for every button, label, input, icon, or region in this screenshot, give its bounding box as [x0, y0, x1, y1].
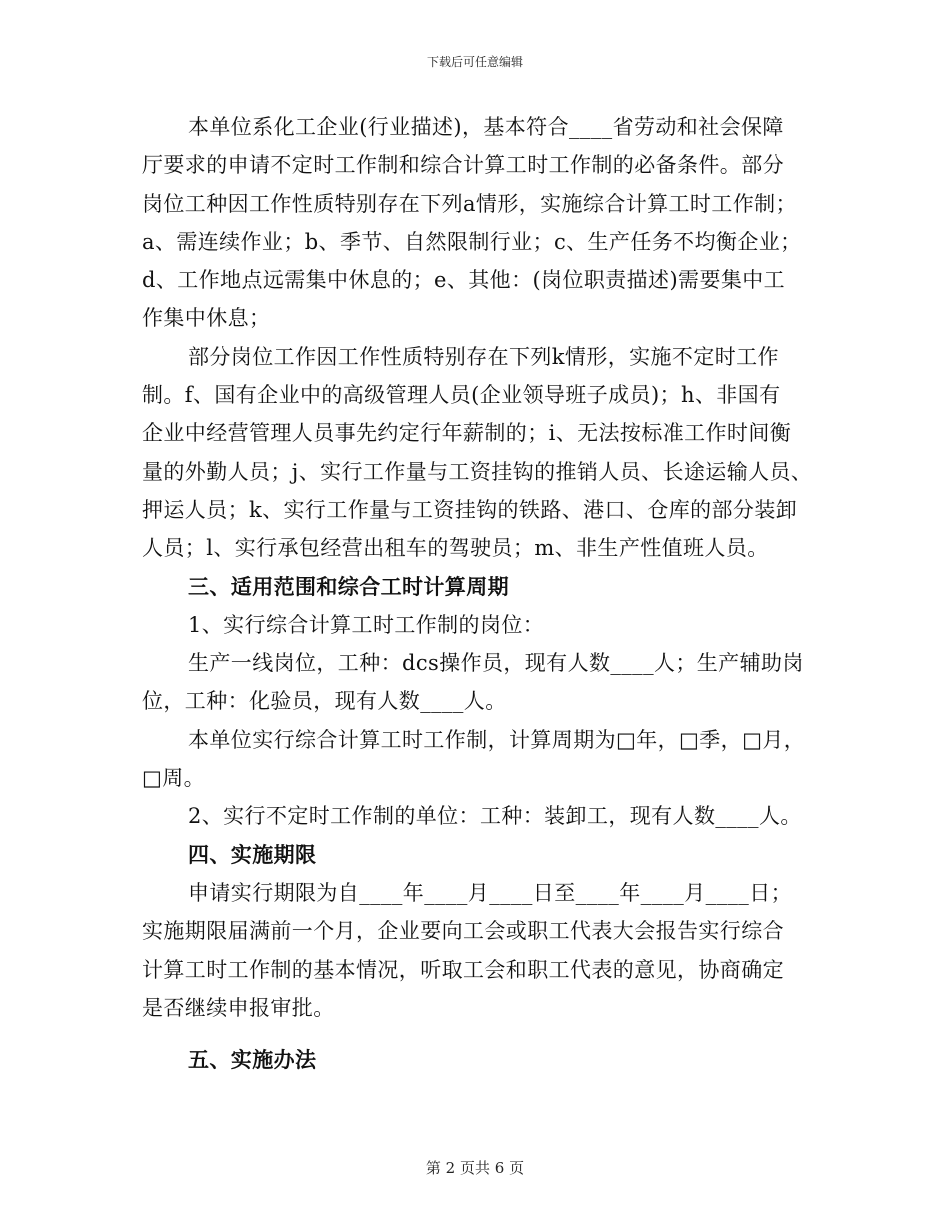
paragraph-line: 计算工时工作制的基本情况，听取工会和职工代表的意见，协商确定 [142, 957, 784, 982]
paragraph-line: 作集中休息； [142, 306, 271, 331]
paragraph-line: 量的外勤人员；j、实行工作量与工资挂钩的推销人员、长途运输人员、 [142, 459, 813, 484]
paragraph-line: 人员；l、实行承包经营出租车的驾驶员；m、非生产性值班人员。 [142, 536, 769, 561]
paragraph-line: 1、实行综合计算工时工作制的岗位： [188, 612, 545, 637]
section-heading: 五、实施办法 [188, 1047, 317, 1073]
paragraph-line: 岗位工种因工作性质特别存在下列a情形，实施综合计算工时工作制； [142, 191, 797, 216]
document-body [142, 108, 813, 1079]
paragraph-line: 位，工种：化验员，现有人数____人。 [142, 689, 507, 714]
paragraph-line: 本单位系化工企业(行业描述)，基本符合____省劳动和社会保障 [188, 115, 784, 139]
paragraph-line: 部分岗位工作因工作性质特别存在下列k情形，实施不定时工作 [188, 344, 779, 369]
paragraph-line: 制。f、国有企业中的高级管理人员(企业领导班子成员)；h、非国有 [142, 383, 781, 408]
paragraph-line: 生产一线岗位，工种：dcs操作员，现有人数____人；生产辅助岗 [188, 651, 804, 676]
page-footer: 第 2 页共 6 页 [425, 1159, 525, 1177]
paragraph-line: 是否继续申报审批。 [142, 995, 335, 1020]
paragraph-line: 申请实行期限为自____年____月____日至____年____月____日； [188, 880, 792, 905]
section-heading: 四、实施期限 [188, 841, 317, 867]
paragraph-line: d、工作地点远需集中休息的；e、其他：(岗位职责描述)需要集中工 [142, 268, 786, 293]
paragraph-line: 2、实行不定时工作制的单位：工种：装卸工，现有人数____人。 [188, 804, 802, 829]
section-heading: 三、适用范围和综合工时计算周期 [188, 573, 509, 599]
paragraph-line: 实施期限届满前一个月，企业要向工会或职工代表大会报告实行综合 [142, 919, 784, 944]
paragraph-line: a、需连续作业；b、季节、自然限制行业；c、生产任务不均衡企业； [142, 229, 802, 254]
paragraph-line: □周。 [142, 766, 206, 791]
paragraph-line: 企业中经营管理人员事先约定行年薪制的；i、无法按标准工作时间衡 [142, 421, 792, 446]
paragraph-line: 本单位实行综合计算工时工作制，计算周期为□年，□季，□月， [188, 727, 806, 752]
page-header: 下载后可任意编辑 [426, 55, 523, 69]
paragraph-line: 厅要求的申请不定时工作制和综合计算工时工作制的必备条件。部分 [142, 153, 784, 178]
paragraph-line: 押运人员；k、实行工作量与工资挂钩的铁路、港口、仓库的部分装卸 [142, 497, 798, 522]
